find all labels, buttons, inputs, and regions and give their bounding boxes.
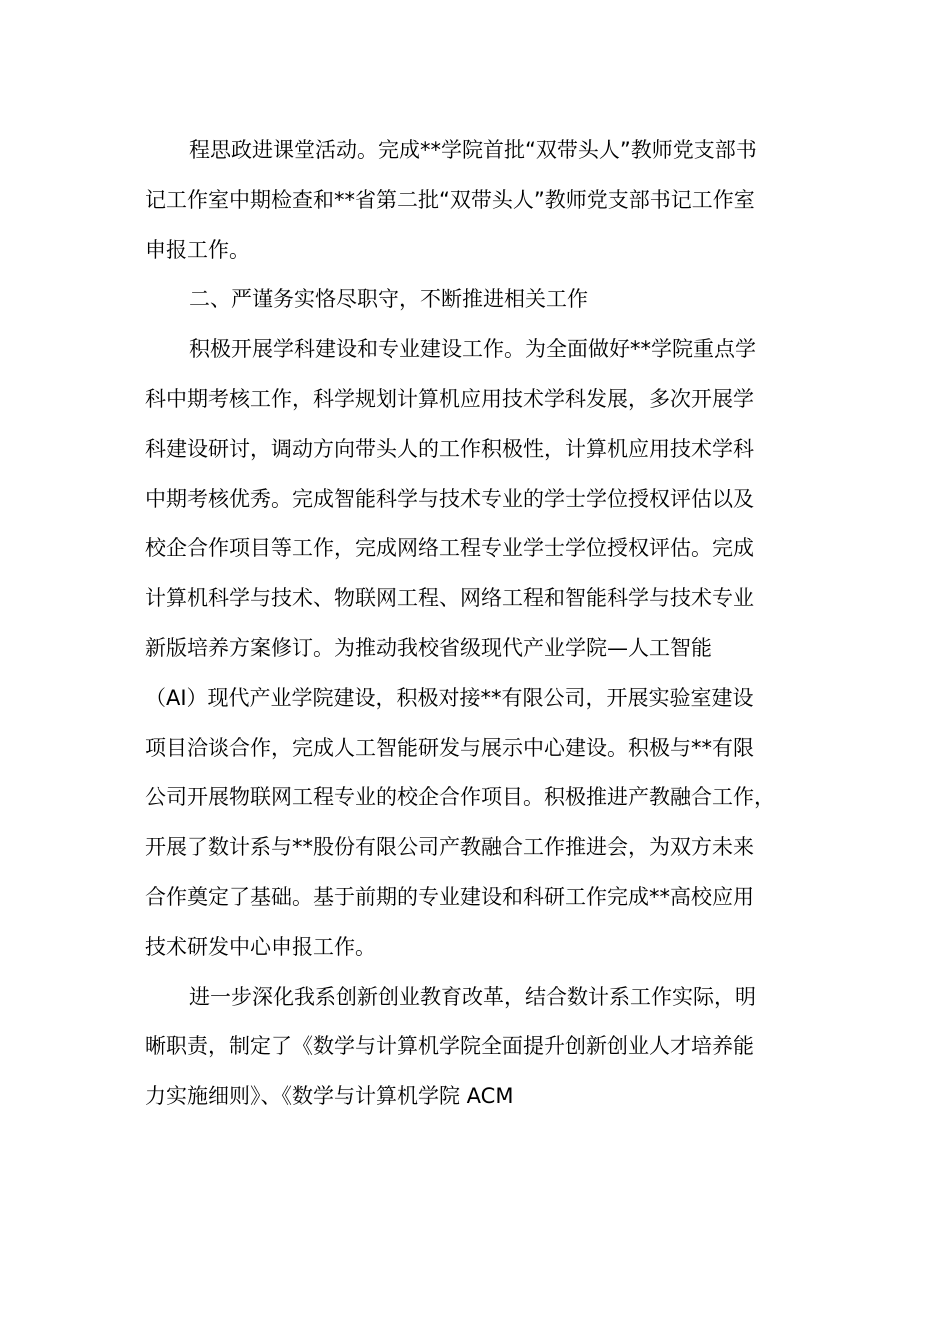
text-line: 力实施细则》、《数学与计算机学院 ACM	[145, 1084, 514, 1109]
text-line: 公司开展物联网工程专业的校企合作项目。积极推进产教融合工作，	[145, 785, 775, 810]
text-line: 程思政进课堂活动。完成**学院首批“双带头人”教师党支部书	[189, 138, 757, 162]
text-line: 技术研发中心申报工作。	[145, 934, 376, 959]
text-line: （AI）现代产业学院建设，积极对接**有限公司，开展实验室建设	[145, 685, 754, 710]
heading-line: 二、严谨务实恪尽职守，不断推进相关工作	[189, 287, 588, 312]
text-line: 开展了数计系与**股份有限公司产教融合工作推进会，为双方未来	[145, 835, 754, 860]
text-line: 记工作室中期检查和**省第二批“双带头人”教师党支部书记工作室	[145, 187, 755, 212]
paragraph-continuation	[145, 126, 810, 275]
text-line: 合作奠定了基础。基于前期的专业建设和科研工作完成**高校应用	[145, 884, 754, 909]
text-line: 进一步深化我系创新创业教育改革，结合数计系工作实际，明	[189, 984, 756, 1009]
document-body	[145, 126, 810, 1122]
text-line: 科建设研讨，调动方向带头人的工作积极性，计算机应用技术学科	[145, 436, 754, 461]
text-line: 科中期考核工作，科学规划计算机应用技术学科发展，多次开展学	[145, 386, 754, 411]
text-line: 项目洽谈合作，完成人工智能研发与展示中心建设。积极与**有限	[145, 735, 754, 760]
text-line: 积极开展学科建设和专业建设工作。为全面做好**学院重点学	[189, 337, 756, 362]
text-line: 校企合作项目等工作，完成网络工程专业学士学位授权评估。完成	[145, 536, 754, 561]
paragraph-innovation-education	[145, 973, 810, 1122]
text-line: 中期考核优秀。完成智能科学与技术专业的学士学位授权评估以及	[145, 486, 754, 511]
text-line: 申报工作。	[145, 237, 250, 262]
text-line: 新版培养方案修订。为推动我校省级现代产业学院—人工智能	[145, 635, 712, 660]
paragraph-discipline-construction	[145, 325, 810, 972]
section-heading	[145, 275, 810, 325]
text-line: 计算机科学与技术、物联网工程、网络工程和智能科学与技术专业	[145, 586, 754, 611]
text-line: 晰职责，制定了《数学与计算机学院全面提升创新创业人才培养能	[145, 1034, 754, 1059]
